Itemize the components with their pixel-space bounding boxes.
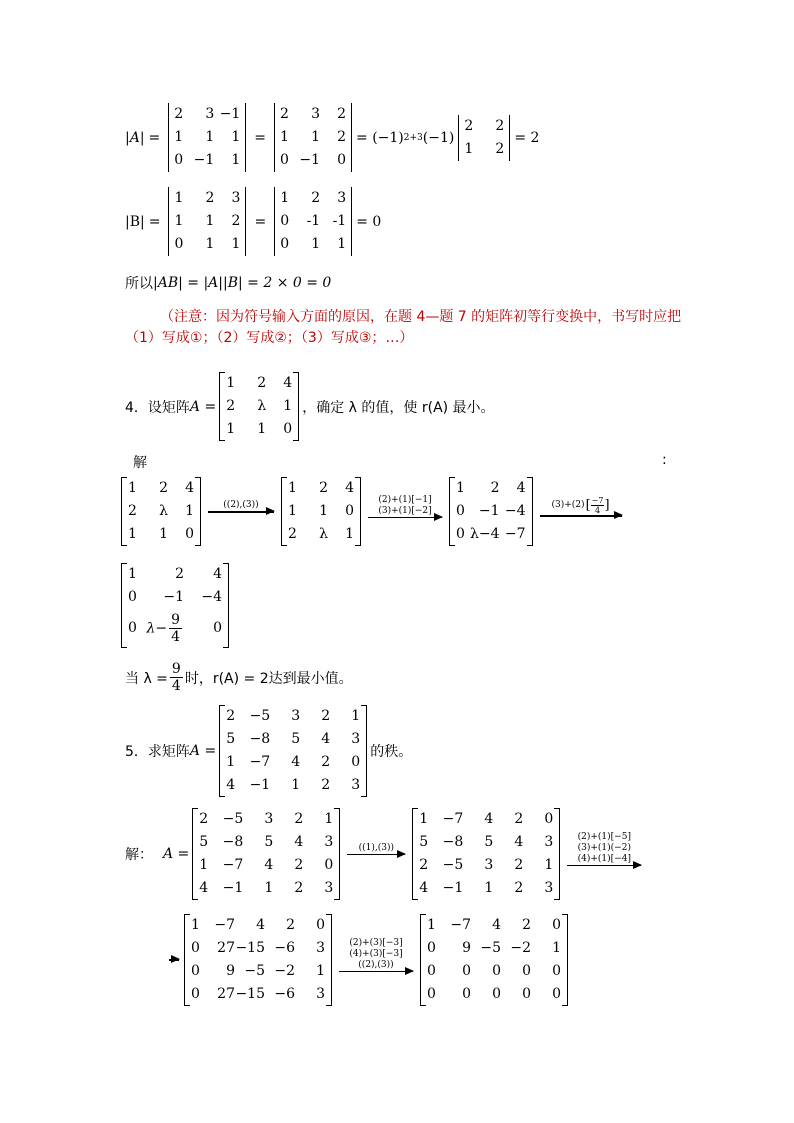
solution-4-result-row [118,563,232,648]
matrix-cell: 1 [351,708,361,724]
solution-4-colon: : [662,452,667,468]
matrix-cell: 1 [427,917,436,933]
matrix-cell: 2 [286,917,295,933]
solution-5-arrow-2-op-3: (4)+(1)[−4] [577,853,631,864]
matrix-cell: 0 [351,754,361,770]
matrix-cell: 4 [321,731,331,747]
solution-4-matrix-2 [281,477,361,546]
matrix-cell: 2 [490,480,500,496]
det-b-result: = 0 [356,213,382,230]
problem-4-prefix: 4．设矩阵 [125,399,190,416]
matrix-cell: 2 [294,880,304,896]
matrix-cell: 1 [311,129,321,145]
matrix-cell: −15 [235,940,265,956]
matrix-cell: 4 [484,811,494,827]
det-b-matrix-2 [274,187,352,256]
matrix-cell: 2 [226,398,236,414]
matrix-cell: 2 [495,117,505,134]
matrix-cell: 2 [337,106,347,122]
matrix-cell: 0 [185,526,194,542]
matrix-cell: 1 [316,963,325,979]
matrix-cell: 2 [337,129,347,145]
problem-4 [125,372,495,441]
matrix-cell: −7 [504,526,526,542]
matrix-cell: 2 [294,857,304,873]
matrix-cell: 0 [544,811,554,827]
solution-4-matrix-4: 1 2 4 0 −1 −4 0 λ− $\frac{9}{4}$ 0 [121,563,229,648]
matrix-cell: −5 [244,963,265,979]
matrix-cell: 1 [199,857,209,873]
det-a-minor [458,115,510,161]
matrix-cell: 0 [174,236,184,252]
matrix-cell: 0 [552,963,561,979]
solution-5-matrix-3 [184,914,332,1006]
matrix-cell: 3 [324,834,334,850]
matrix-cell: 3 [351,777,361,793]
solution-5-arrow-3-op-3: ((2),(3)) [358,959,394,970]
matrix-cell: 2 [280,106,289,122]
note-line-1: （注意：因为符号输入方面的原因，在题 4—题 7 的矩阵初等行变换中，书写时应把 [160,309,682,325]
matrix-cell: −15 [235,986,265,1002]
matrix-cell: 4 [516,480,526,496]
matrix-cell: -1 [332,213,347,229]
matrix-cell: 4 [419,880,429,896]
matrix-cell: 9 [462,940,471,956]
matrix-cell: 0 [280,213,290,229]
problem-5-lhs: A = [189,743,217,759]
matrix-cell: 1 [257,421,267,437]
problem-4-suffix: ，确定 λ 的值，使 r(A) 最小。 [302,399,495,416]
matrix-cell: 2 [199,811,209,827]
matrix-cell: 2 [205,190,215,206]
solution-5-arrow-3-op-1: (2)+(3)[−3] [349,937,403,948]
matrix-cell: 4 [256,917,265,933]
matrix-cell: 0 [552,986,561,1002]
matrix-cell: 2 [321,777,331,793]
matrix-cell: −7 [214,917,235,933]
matrix-cell: 1 [128,526,137,542]
matrix-cell: 0 [283,421,293,437]
matrix-cell: 4 [291,754,301,770]
det-a-line: |A| = 2 3 −1 1 1 1 0 −1 1 = 2 3 2 1 1 2 0 −1 0 = (−1) 2+3 (−1) 2 2 1 2 = 2 [125,103,539,172]
solution-5-arrow-1 [347,843,405,865]
matrix-cell: 0 [522,986,531,1002]
matrix-cell: 1 [288,480,297,496]
det-a-lhs: |A| [125,129,145,146]
matrix-cell: −8 [442,834,464,850]
matrix-cell: 1 [159,526,168,542]
solution-4-arrow-1-label: ((2),(3)) [223,500,259,511]
matrix-cell: 0 [280,152,289,168]
matrix-cell: 2 [321,754,331,770]
matrix-cell: 2 [464,117,474,134]
matrix-cell: 1 [264,880,274,896]
matrix-cell: 2 [174,106,184,122]
matrix-cell: −8 [222,834,244,850]
problem-5 [125,705,412,797]
matrix-cell: 2 [311,190,321,206]
matrix-cell: 3 [351,731,361,747]
matrix-cell: λ [319,526,328,542]
matrix-cell: 0 [427,940,436,956]
det-b-matrix-1 [168,187,246,256]
matrix-cell: 0 [462,986,471,1002]
answer-fraction: $\frac{9}{4}$ [171,661,181,694]
matrix-cell: 1 [484,880,494,896]
note-line-2: （1）写成①；（2）写成②；（3）写成③；…） [125,330,414,346]
matrix-cell: 5 [419,834,429,850]
matrix-cell: −1 [442,880,464,896]
matrix-cell: −7 [442,811,464,827]
matrix-cell: 2 [294,811,304,827]
matrix-cell: 3 [544,880,554,896]
problem-4-matrix [219,372,299,441]
matrix-cell: 2 [319,480,328,496]
matrix-cell: 1 [185,503,194,519]
matrix-cell: 1 [231,129,241,145]
solution-4-arrow-3-fraction: −7 4 [591,496,604,516]
matrix-cell: 1 [544,857,554,873]
det-a-result: = 2 [514,129,540,146]
conclusion-prefix: 所以 [125,276,153,292]
matrix-cell: −2 [510,940,531,956]
matrix-cell: 0 [552,917,561,933]
matrix-cell: 1 [226,754,236,770]
matrix-cell: 5 [226,731,236,747]
matrix-cell: 1 [226,421,236,437]
solution-5-lhs: A = [163,846,190,862]
solution-4-arrow-2-top: (2)+(1)[−1] [378,494,432,505]
matrix-cell: 1 [464,140,474,157]
solution-4-answer [125,661,353,694]
matrix-cell: −5 [442,857,464,873]
matrix-cell: 0 [456,526,465,542]
matrix-cell: −8 [249,731,271,747]
matrix-cell: 1 [291,777,301,793]
matrix-cell: 4 [514,834,524,850]
solution-4-matrix-1 [121,477,201,546]
det-a-factor: = (−1) [356,129,404,146]
matrix-cell: 5 [199,834,209,850]
matrix-cell: 1 [205,213,215,229]
matrix-cell: 0 [427,963,436,979]
solution-4-arrow-3-label: (3)+(2) [551,500,585,511]
matrix-cell: 1 [319,503,328,519]
det-b-lhs: |B| [125,213,145,230]
solution-5-arrow-2-op-1: (2)+(1)[−5] [577,831,631,842]
conclusion-formula: |AB| = |A||B| = 2 × 0 = 0 [153,275,332,291]
matrix-cell: 0 [174,152,184,168]
matrix-cell: 1 [128,480,137,496]
matrix-cell: λ [159,503,168,519]
matrix-cell: 3 [337,190,347,206]
matrix-cell: 2 [159,480,168,496]
matrix-cell: 2 [128,503,137,519]
solution-4-arrow-2 [368,495,442,528]
solution-4-matrix-3 [449,477,533,546]
matrix-cell: 5 [264,834,274,850]
matrix-cell: 1 [552,940,561,956]
matrix-cell: −1 [219,106,241,122]
matrix-cell: 1 [205,129,215,145]
matrix-cell: 27 [217,940,235,956]
matrix-cell: 4 [294,834,304,850]
solution-4-arrow-2-bottom: (3)+(1)[−2] [378,505,432,516]
matrix-cell: 4 [226,777,236,793]
matrix-cell: 4 [264,857,274,873]
matrix-cell: 1 [345,526,354,542]
matrix-cell: 3 [231,190,241,206]
matrix-cell: 4 [185,480,194,496]
solution-4-label: 解 [133,455,147,471]
solution-5-steps-2 [165,914,571,1006]
solution-5-arrow-3 [339,938,413,982]
matrix-cell: 1 [174,213,184,229]
det-a-matrix-2 [274,103,352,172]
matrix-cell: 2 [495,140,505,157]
matrix-cell: 2 [257,375,267,391]
matrix-cell: 3 [544,834,554,850]
matrix-cell: 2 [514,811,524,827]
conclusion-line [125,273,331,293]
solution-5-matrix-2 [412,808,560,900]
matrix-cell: 1 [231,152,241,168]
solution-5-lead-arrow [169,959,179,960]
matrix-cell: λ−4 [470,526,500,542]
matrix-cell: 1 [311,236,321,252]
problem-5-matrix [219,705,367,797]
matrix-cell: 1 [226,375,236,391]
solution-5-arrow-2-op-2: (3)+(1)(−2) [577,842,631,853]
matrix-cell: 1 [324,811,334,827]
matrix-cell: 0 [427,986,436,1002]
matrix-cell: 2 [231,213,241,229]
matrix-cell: 0 [191,986,200,1002]
matrix-cell: 9 [226,963,235,979]
matrix-cell: 2 [522,917,531,933]
det-a-exponent: 2+3 [403,132,423,143]
matrix-cell: −1 [478,503,500,519]
matrix-cell: 27 [217,986,235,1002]
matrix-cell: λ [257,398,267,414]
solution-5-arrow-2 [567,832,641,876]
matrix-cell: 0 [456,503,465,519]
matrix-cell: 2 [226,708,236,724]
matrix-cell: 3 [316,986,325,1002]
matrix-cell: -1 [306,213,321,229]
solution-5-arrow-3-op-2: (4)+(3)[−3] [349,948,403,959]
solution-5-matrix-1 [192,808,340,900]
matrix-cell: −1 [299,152,321,168]
answer-suffix: 时，r(A) = 2达到最小值。 [184,670,353,687]
matrix-cell: 0 [492,963,501,979]
matrix-cell: −4 [504,503,526,519]
matrix-cell: 0 [522,963,531,979]
matrix-cell: 0 [316,917,325,933]
matrix-cell: 3 [264,811,274,827]
det-b-line: |B| = 1 2 3 1 1 2 0 1 1 = 1 2 3 0 -1 -1 0 1 1 = 0 [125,187,381,256]
matrix-cell: 3 [324,880,334,896]
matrix-cell: 2 [514,880,524,896]
matrix-cell: 1 [288,503,297,519]
matrix-cell: 1 [174,129,184,145]
solution-4-steps [118,477,626,546]
matrix-cell: −1 [222,880,244,896]
matrix-cell: −5 [222,811,244,827]
matrix-cell: 0 [324,857,334,873]
solution-4-arrow-3: (3)+(2) [ −7 4 ] [540,496,622,526]
matrix-cell: −7 [450,917,471,933]
matrix-cell: 3 [311,106,321,122]
matrix-cell: 4 [199,880,209,896]
matrix-cell: 3 [484,857,494,873]
matrix-cell: 0 [345,503,354,519]
problem-4-lhs: A = [189,398,217,415]
matrix-cell: −1 [249,777,271,793]
matrix-cell: −5 [480,940,501,956]
matrix-cell: 4 [492,917,501,933]
matrix-cell: 2 [321,708,331,724]
matrix-cell: 2 [514,857,524,873]
matrix-cell: −7 [222,857,244,873]
matrix-cell: 3 [316,940,325,956]
matrix-cell: −6 [274,940,295,956]
solution-5-steps-1 [125,808,645,900]
matrix-cell: 1 [456,480,465,496]
matrix-cell: 1 [231,236,241,252]
matrix-cell: 1 [191,917,200,933]
matrix-cell: 4 [345,480,354,496]
matrix-cell: 1 [205,236,215,252]
matrix-cell: 2 [288,526,297,542]
det-a-matrix-1 [168,103,246,172]
matrix-cell: 1 [280,129,289,145]
det-a-factor2: (−1) [422,129,455,146]
matrix-cell: 3 [291,708,301,724]
problem-5-suffix: 的秩。 [370,744,413,760]
matrix-cell: 0 [191,940,200,956]
matrix-cell: −1 [193,152,215,168]
matrix-cell: 1 [337,236,347,252]
matrix-cell: 1 [419,811,429,827]
matrix-cell: 0 [492,986,501,1002]
matrix-cell: −6 [274,986,295,1002]
solution-5-arrow-1-label: ((1),(3)) [358,842,394,853]
matrix-cell: 1 [174,190,184,206]
matrix-cell: 0 [280,236,290,252]
matrix-cell: 1 [280,190,290,206]
matrix-cell: 1 [283,398,293,414]
solution-5-matrix-4 [420,914,568,1006]
matrix-cell: 0 [191,963,200,979]
problem-5-prefix: 5．求矩阵 [125,744,190,760]
matrix-cell: −5 [249,708,271,724]
answer-prefix: 当 λ = [125,670,168,687]
matrix-cell: 4 [283,375,293,391]
matrix-cell: 5 [484,834,494,850]
matrix-cell: 5 [291,731,301,747]
matrix-cell: 3 [205,106,215,122]
matrix-cell: 2 [419,857,429,873]
matrix-cell: −2 [274,963,295,979]
solution-4-arrow-1 [208,500,274,522]
matrix-cell: 0 [462,963,471,979]
solution-5-label: 解： [125,847,153,863]
matrix-cell: −7 [249,754,271,770]
matrix-cell: 0 [337,152,347,168]
